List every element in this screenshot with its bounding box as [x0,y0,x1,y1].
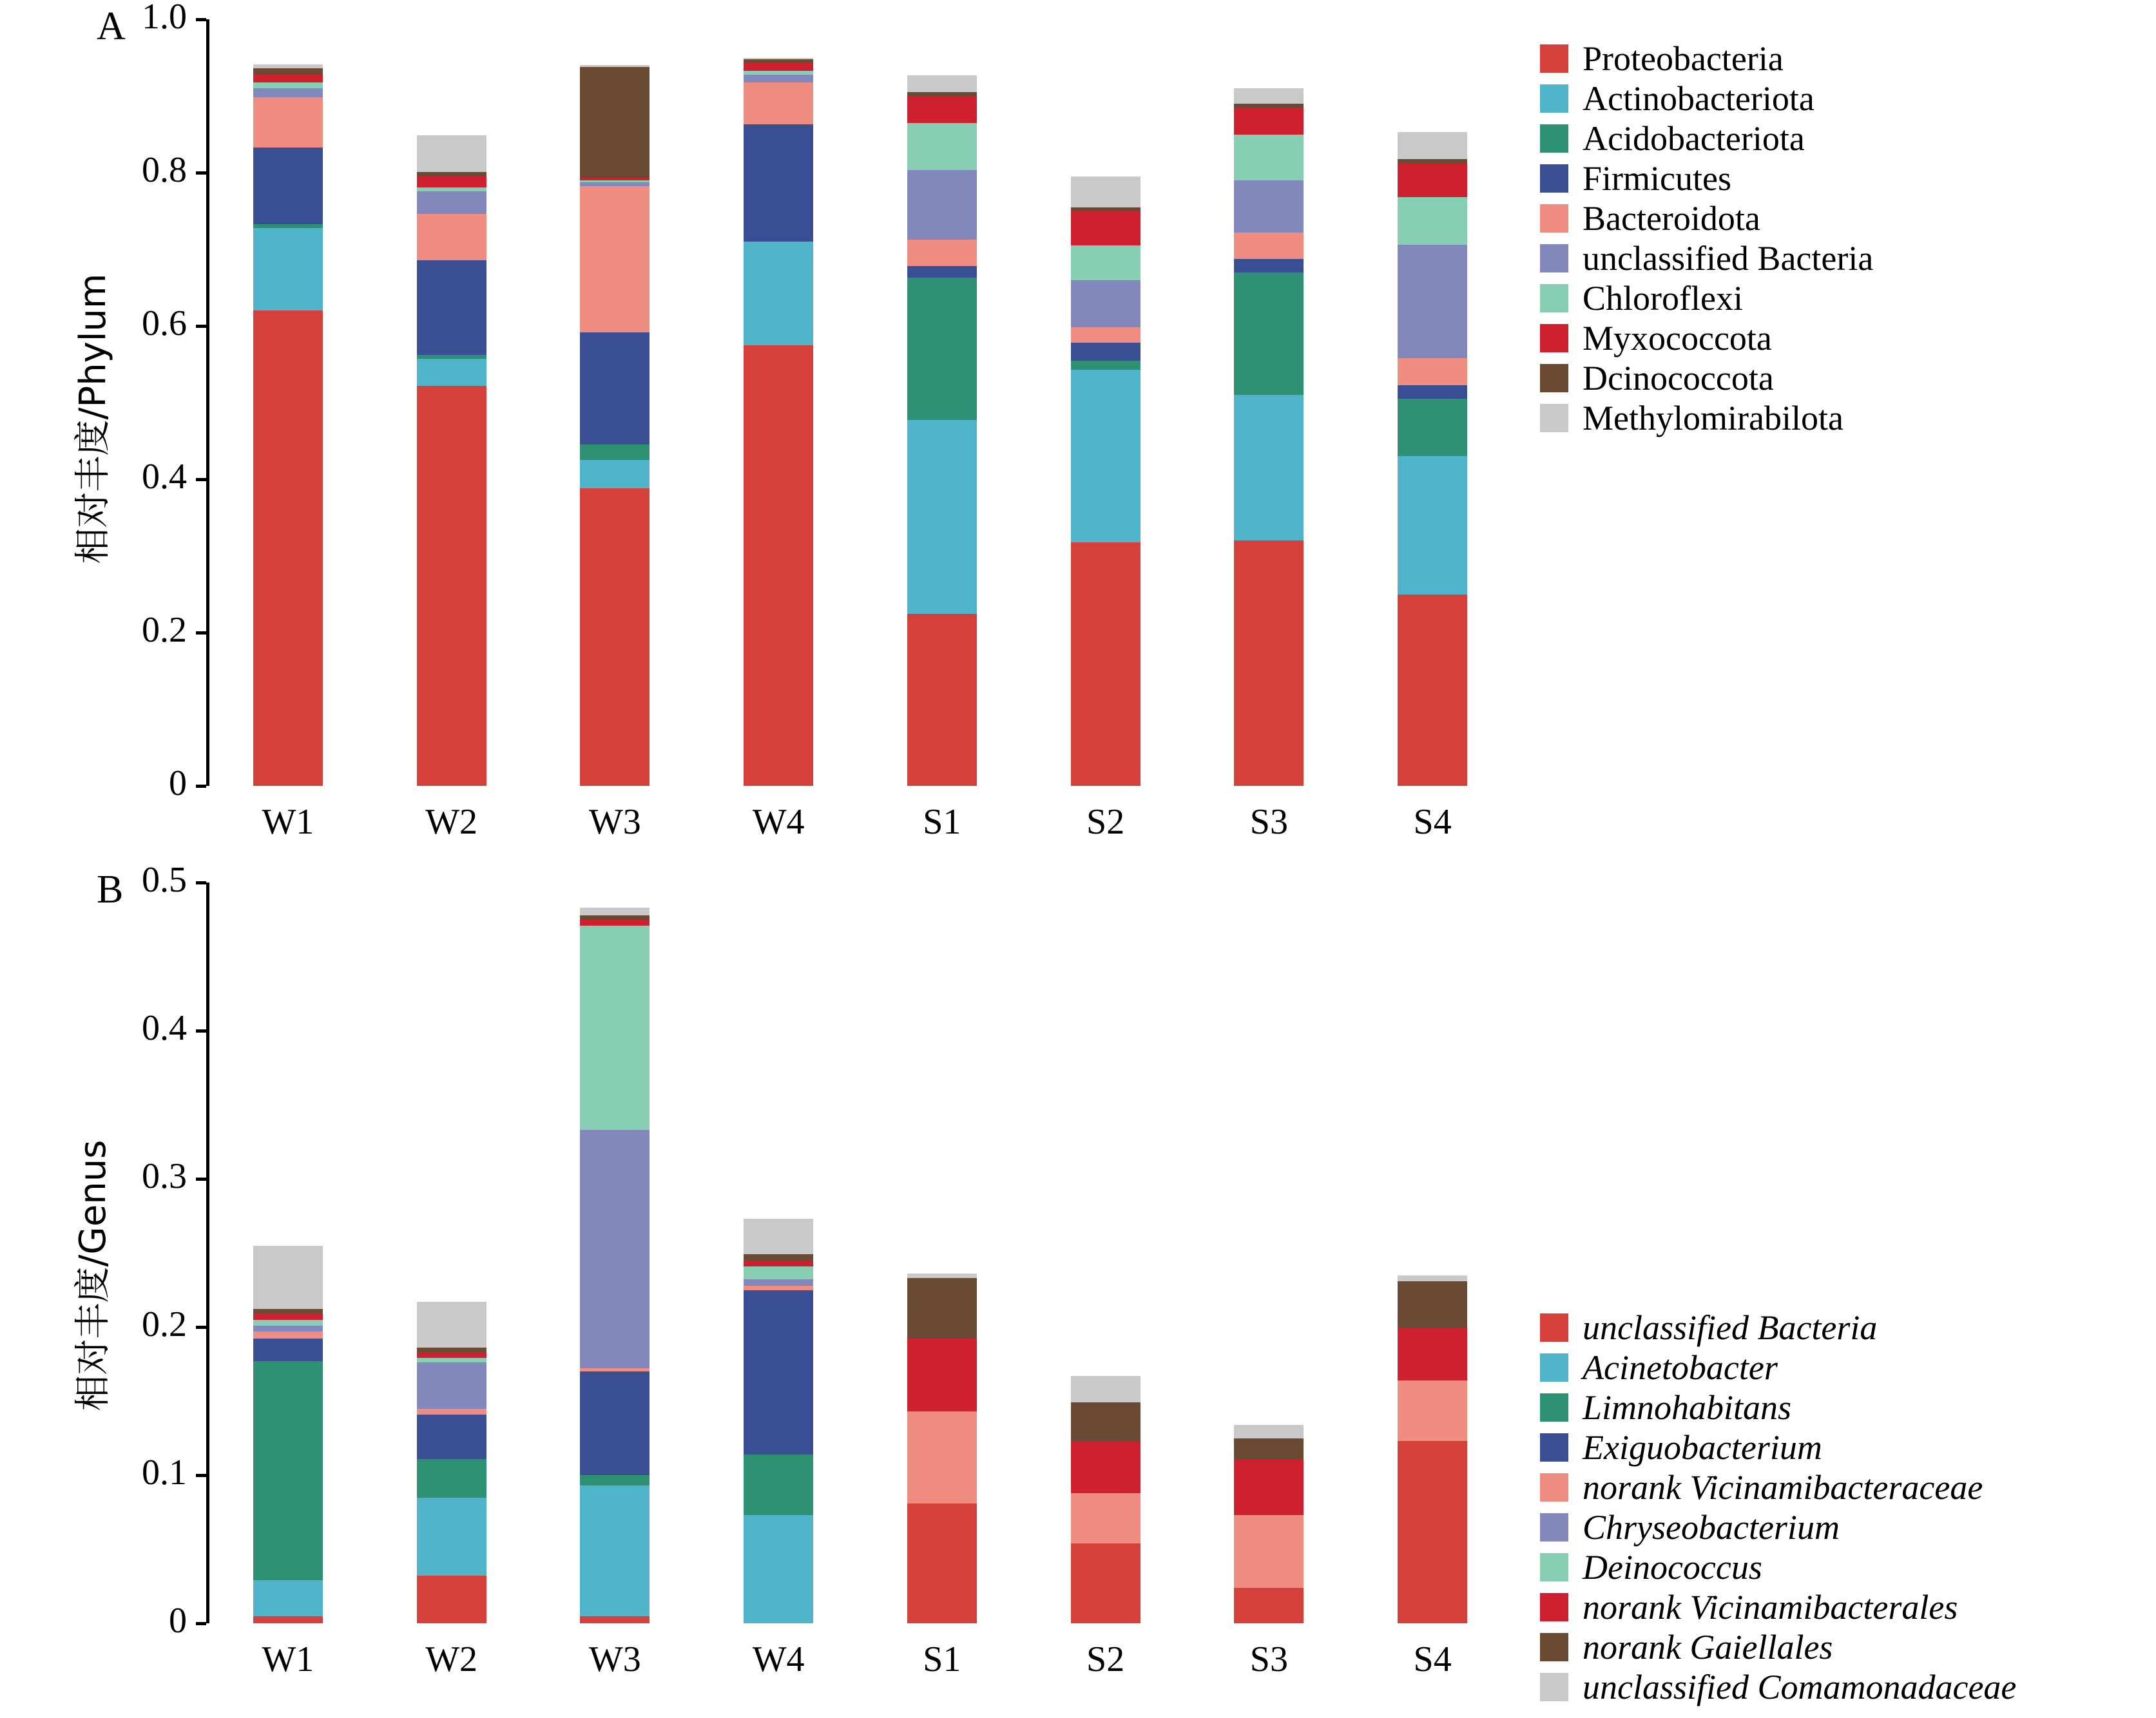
y-tick-label: 0.3 [142,1156,187,1196]
panel-a-y-axis-label: 相对丰度/Phylum [72,273,114,564]
bar-segment [907,1278,977,1339]
bar-segment [1398,1328,1467,1380]
x-tick-label: S2 [1086,1639,1125,1679]
legend-swatch [1540,164,1568,193]
y-tick-label: 0.4 [142,1008,187,1048]
bar-segment [253,1339,323,1361]
stacked-bar [417,19,486,786]
panel-a-legend [1540,39,1873,438]
bar-segment [907,96,977,123]
x-tick-label: S3 [1249,802,1288,842]
y-tick-mark [196,18,206,21]
bar-segment [1234,104,1304,108]
legend-item [1540,1467,2016,1507]
bar-segment [744,1279,813,1285]
y-tick-mark [196,1622,206,1625]
x-tick-label: W2 [425,802,478,842]
panel-a-plot-area [206,19,1514,786]
bar-segment [417,172,486,176]
legend-label: norank Gaiellales [1583,1628,1833,1666]
bar-segment [1398,399,1467,456]
bar-segment [1234,540,1304,786]
x-tick-label: S1 [923,1639,961,1679]
bar-segment [744,345,813,786]
legend-item [1540,1388,2016,1427]
legend-item [1540,1348,2016,1388]
bar-segment [417,176,486,187]
legend-swatch [1540,204,1568,233]
bar-segment [1398,245,1467,358]
legend-swatch [1540,364,1568,392]
stacked-bar [744,19,813,786]
bar-segment [907,92,977,96]
bar-segment [417,359,486,386]
bar-segment [253,82,323,89]
bar-segment [417,187,486,191]
bar-segment [580,65,650,66]
y-tick-mark [196,1326,206,1329]
legend-label: unclassified Bacteria [1583,239,1874,278]
y-tick-label: 0.5 [142,860,187,900]
x-tick-label: W3 [588,1639,641,1679]
bar-segment [417,386,486,786]
bar-segment [907,278,977,420]
bar-segment [744,242,813,345]
bar-segment [907,75,977,92]
bar-segment [907,123,977,171]
legend-item [1540,1427,2016,1467]
x-tick-label: W2 [425,1639,478,1679]
legend-swatch [1540,44,1568,73]
bar-segment [1234,108,1304,135]
legend-swatch [1540,1433,1568,1462]
bar-segment [744,124,813,242]
legend-label: Firmicutes [1583,159,1731,198]
bar-segment [1071,1402,1141,1441]
bar-segment [1398,1441,1467,1623]
bar-segment [580,180,650,183]
legend-item [1540,278,1873,318]
legend-label: Limnohabitans [1583,1388,1792,1427]
legend-swatch [1540,1553,1568,1581]
legend-item [1540,119,1873,158]
bar-segment [907,1274,977,1278]
stacked-bar [907,883,977,1623]
bar-segment [1071,1441,1141,1493]
legend-label: Acinetobacter [1583,1348,1778,1387]
bar-segment [253,75,323,82]
y-tick-mark [196,631,206,635]
x-tick-label: S3 [1249,1639,1288,1679]
bar-segment [1071,542,1141,786]
x-tick-label: W1 [262,802,314,842]
bar-segment [1071,211,1141,246]
legend-label: Myxococcota [1583,319,1772,358]
bar-segment [253,1246,323,1310]
bar-segment [1234,1438,1304,1459]
y-tick-label: 0 [169,1601,187,1641]
legend-label: unclassified Comamonadaceae [1583,1668,2017,1706]
bar-segment [580,926,650,1130]
stacked-bar [417,883,486,1623]
bar-segment [1071,280,1141,328]
bar-segment [580,1130,650,1368]
legend-swatch [1540,324,1568,352]
panel-b-bars [206,883,1514,1623]
legend-swatch [1540,1593,1568,1621]
bar-segment [253,1580,323,1616]
bar-segment [744,75,813,82]
x-tick-label: W4 [752,802,805,842]
stacked-bar [1398,19,1467,786]
bar-segment [253,1320,323,1326]
bar-segment [417,1415,486,1459]
legend-item [1540,1507,2016,1547]
legend-swatch [1540,244,1568,272]
legend-item [1540,1587,2016,1627]
legend-label: norank Vicinamibacterales [1583,1588,1958,1627]
bar-segment [580,1368,650,1371]
legend-label: norank Vicinamibacteraceae [1583,1468,1983,1507]
stacked-bar [1071,883,1141,1623]
legend-label: Chloroflexi [1583,279,1743,318]
bar-segment [1234,135,1304,180]
bar-segment [744,71,813,75]
bar-segment [1398,1380,1467,1441]
bar-segment [1398,159,1467,163]
legend-swatch [1540,1513,1568,1541]
y-tick-mark [196,325,206,328]
x-tick-label: S1 [923,802,961,842]
bar-segment [580,444,650,460]
bar-segment [253,1313,323,1319]
bar-segment [417,1358,486,1362]
legend-item [1540,358,1873,398]
bar-segment [580,186,650,332]
legend-label: Acidobacteriota [1583,119,1805,158]
bar-segment [744,58,813,59]
bar-segment [580,67,650,178]
legend-swatch [1540,84,1568,113]
bar-segment [1234,1515,1304,1588]
bar-segment [580,1475,650,1485]
x-tick-label: W3 [588,802,641,842]
bar-segment [417,1498,486,1576]
y-tick-mark [196,1474,206,1477]
legend-label: unclassified Bacteria [1583,1308,1878,1347]
bar-segment [580,332,650,445]
bar-segment [1071,361,1141,370]
bar-segment [253,97,323,147]
legend-swatch [1540,1473,1568,1502]
bar-segment [253,1309,323,1313]
bar-segment [1234,1425,1304,1438]
legend-label: Proteobacteria [1583,39,1784,78]
stacked-bar [253,19,323,786]
legend-label: Deinococcus [1583,1548,1762,1587]
bar-segment [253,1331,323,1339]
bar-segment [907,170,977,239]
bar-segment [1398,132,1467,159]
legend-swatch [1540,1353,1568,1382]
bar-segment [417,1352,486,1358]
bar-segment [253,224,323,228]
bar-segment [907,1339,977,1411]
bar-segment [417,260,486,356]
bar-segment [744,82,813,124]
legend-swatch [1540,1393,1568,1422]
legend-item [1540,318,1873,358]
bar-segment [1398,163,1467,198]
y-tick-mark [196,478,206,481]
bar-segment [744,1515,813,1623]
bar-segment [417,1409,486,1415]
bar-segment [580,1371,650,1475]
bar-segment [1071,1376,1141,1402]
legend-swatch [1540,1633,1568,1661]
bar-segment [1234,1588,1304,1623]
bar-segment [744,1455,813,1515]
bar-segment [1398,385,1467,399]
x-tick-label: S4 [1413,1639,1452,1679]
legend-label: Actinobacteriota [1583,79,1814,118]
legend-item [1540,238,1873,278]
bar-segment [1398,197,1467,245]
bar-segment [744,1254,813,1260]
y-tick-label: 0.1 [142,1453,187,1493]
stacked-bar [1398,883,1467,1623]
x-tick-label: W4 [752,1639,805,1679]
bar-segment [744,59,813,63]
bar-segment [1071,327,1141,343]
bar-segment [417,214,486,260]
panel-b [0,860,2156,1718]
panel-b-y-axis-label: 相对丰度/Genus [72,1140,114,1411]
legend-item [1540,79,1873,119]
stacked-bar [1071,19,1141,786]
stacked-bar [1234,19,1304,786]
legend-swatch [1540,1313,1568,1342]
bar-segment [417,135,486,172]
bar-segment [1398,595,1467,787]
bar-segment [417,1348,486,1352]
panel-a-bars [206,19,1514,786]
legend-label: Dcinococcota [1583,359,1774,397]
legend-item [1540,1667,2016,1707]
stacked-bar [1234,883,1304,1623]
stacked-bar [580,883,650,1623]
bar-segment [253,64,323,68]
bar-segment [417,1459,486,1498]
bar-segment [253,228,323,311]
y-tick-mark [196,785,206,788]
panel-a-letter: A [97,5,126,48]
bar-segment [253,310,323,786]
bar-segment [1234,1459,1304,1515]
bar-segment [417,1576,486,1623]
bar-segment [580,182,650,186]
bar-segment [1234,395,1304,540]
bar-segment [907,1503,977,1623]
bar-segment [580,908,650,915]
bar-segment [744,63,813,71]
y-tick-label: 1.0 [142,0,187,37]
bar-segment [1071,245,1141,280]
bar-segment [580,1616,650,1624]
bar-segment [253,88,323,97]
bar-segment [1071,343,1141,360]
bar-segment [253,148,323,224]
bar-segment [1398,1275,1467,1281]
bar-segment [1234,180,1304,233]
bar-segment [907,614,977,786]
legend-label: Chryseobacterium [1583,1508,1840,1547]
bar-segment [1234,272,1304,395]
x-tick-label: S2 [1086,802,1125,842]
bar-segment [580,920,650,926]
bar-segment [1234,259,1304,272]
stacked-bar [744,883,813,1623]
y-tick-label: 0.8 [142,150,187,190]
bar-segment [417,355,486,359]
bar-segment [744,1266,813,1280]
y-tick-label: 0.4 [142,457,187,497]
bar-segment [580,915,650,920]
stacked-bar [907,19,977,786]
bar-segment [1398,1281,1467,1329]
bar-segment [1071,1543,1141,1623]
bar-segment [1398,358,1467,385]
legend-item [1540,198,1873,238]
panel-b-plot-area [206,883,1514,1623]
bar-segment [907,266,977,278]
y-tick-label: 0.6 [142,303,187,343]
legend-label: Bacteroidota [1583,199,1760,238]
y-tick-mark [196,1029,206,1033]
bar-segment [907,240,977,267]
bar-segment [907,1411,977,1503]
stacked-bar [253,883,323,1623]
y-tick-mark [196,1178,206,1181]
bar-segment [1398,456,1467,594]
bar-segment [744,1219,813,1254]
legend-item [1540,398,1873,438]
y-tick-label: 0 [169,763,187,803]
y-tick-label: 0.2 [142,610,187,650]
bar-segment [1071,1493,1141,1543]
bar-segment [1071,207,1141,211]
stacked-bar [580,19,650,786]
bar-segment [417,191,486,215]
legend-item [1540,1627,2016,1667]
legend-item [1540,1308,2016,1348]
y-tick-label: 0.2 [142,1304,187,1344]
legend-item [1540,39,1873,79]
bar-segment [580,488,650,786]
bar-segment [1234,88,1304,104]
y-tick-mark [196,881,206,884]
bar-segment [253,1361,323,1580]
x-tick-label: S4 [1413,802,1452,842]
bar-segment [580,178,650,180]
bar-segment [580,460,650,488]
bar-segment [1071,370,1141,542]
bar-segment [253,1326,323,1331]
bar-segment [744,1261,813,1266]
legend-item [1540,1547,2016,1587]
bar-segment [417,1302,486,1348]
bar-segment [580,1485,650,1616]
bar-segment [1234,233,1304,260]
legend-item [1540,158,1873,198]
y-tick-mark [196,171,206,175]
legend-label: Methylomirabilota [1583,399,1843,437]
legend-swatch [1540,404,1568,432]
bar-segment [744,1286,813,1290]
bar-segment [744,1290,813,1455]
legend-label: Exiguobacterium [1583,1428,1822,1467]
legend-swatch [1540,1673,1568,1701]
bar-segment [417,1362,486,1408]
bar-segment [253,1616,323,1624]
legend-swatch [1540,284,1568,312]
panel-b-letter: B [97,868,124,911]
x-tick-label: W1 [262,1639,314,1679]
legend-swatch [1540,124,1568,153]
panel-a [0,0,2156,857]
bar-segment [253,68,323,75]
panel-b-legend [1540,1308,2016,1707]
bar-segment [907,420,977,614]
bar-segment [1071,177,1141,207]
